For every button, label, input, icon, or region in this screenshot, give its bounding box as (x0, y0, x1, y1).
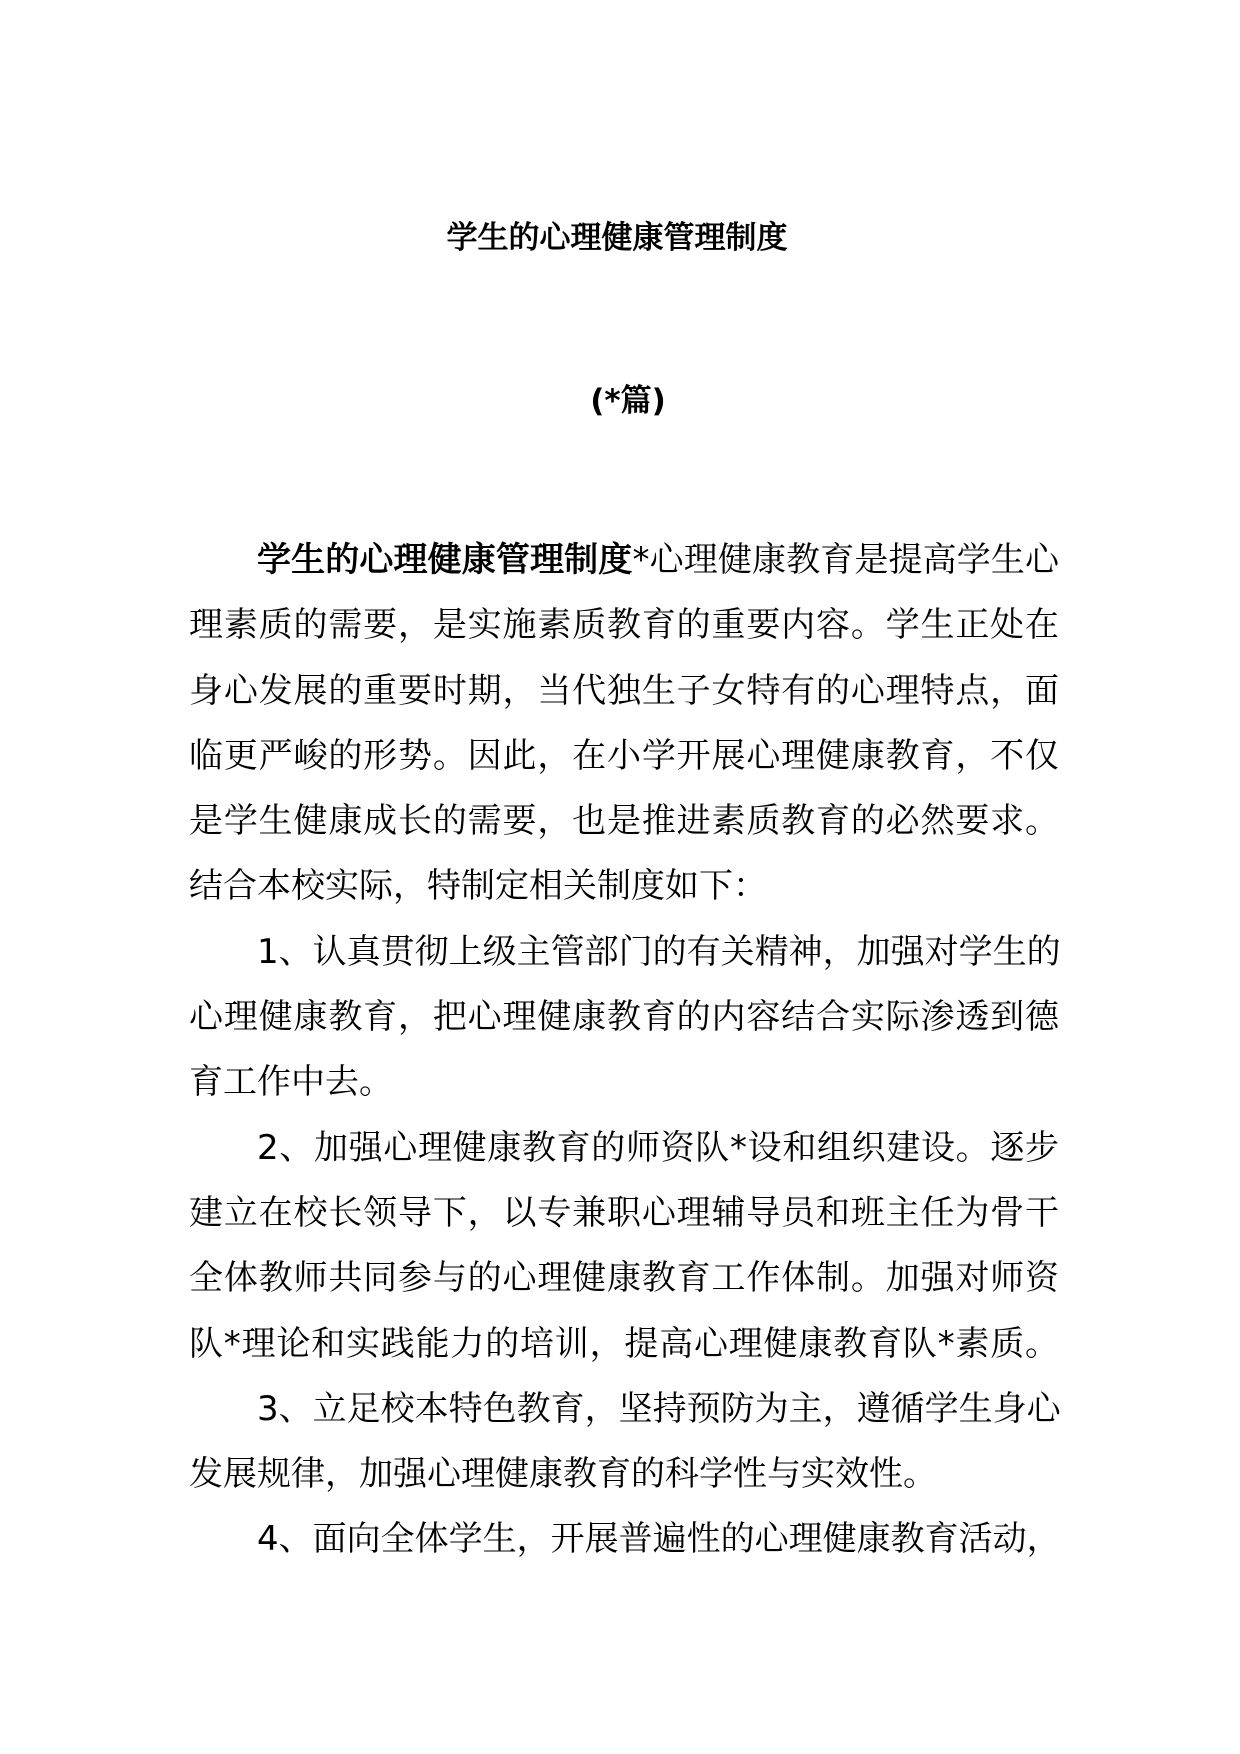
document-body (189, 528, 1059, 1573)
paragraph-line: 3、立足校本特色教育，坚持预防为主，遵循学生身心 (257, 1388, 1061, 1429)
paragraph-line: 4、面向全体学生，开展普遍性的心理健康教育活动， (257, 1519, 1061, 1560)
paragraph-line (189, 528, 1059, 593)
paragraph-line: 2、加强心理健康教育的师资队*设和组织建设。逐步 (257, 1127, 1059, 1168)
paragraph-line: 1、认真贯彻上级主管部门的有关精神，加强对学生的 (257, 931, 1061, 972)
paragraph-line: 理素质的需要，是实施素质教育的重要内容。学生正处在 (189, 605, 1059, 646)
paragraph-line: 建立在校长领导下，以专兼职心理辅导员和班主任为骨干 (189, 1192, 1059, 1233)
paragraph-line: 全体教师共同参与的心理健康教育工作体制。加强对师资 (189, 1258, 1059, 1299)
paragraph-line: 身心发展的重要时期，当代独生子女特有的心理特点，面 (189, 670, 1059, 711)
paragraph-line: 心理健康教育，把心理健康教育的内容结合实际渗透到德 (189, 997, 1059, 1038)
document-subtitle: (*篇) (590, 383, 666, 419)
paragraph-line: 结合本校实际，特制定相关制度如下： (189, 866, 767, 907)
line-text: *心理健康教育是提高学生心 (632, 540, 1060, 580)
document-title: 学生的心理健康管理制度 (446, 220, 788, 256)
paragraph-line: 育工作中去。 (189, 1062, 393, 1103)
paragraph-line: 是学生健康成长的需要，也是推进素质教育的必然要求。 (189, 801, 1059, 842)
paragraph-line: 发展规律，加强心理健康教育的科学性与实效性。 (189, 1454, 937, 1495)
paragraph-line: 临更严峻的形势。因此，在小学开展心理健康教育，不仅 (189, 735, 1059, 776)
paragraph-line: 队*理论和实践能力的培训，提高心理健康教育队*素质。 (189, 1323, 1059, 1364)
intro-heading: 学生的心理健康管理制度 (257, 540, 633, 580)
